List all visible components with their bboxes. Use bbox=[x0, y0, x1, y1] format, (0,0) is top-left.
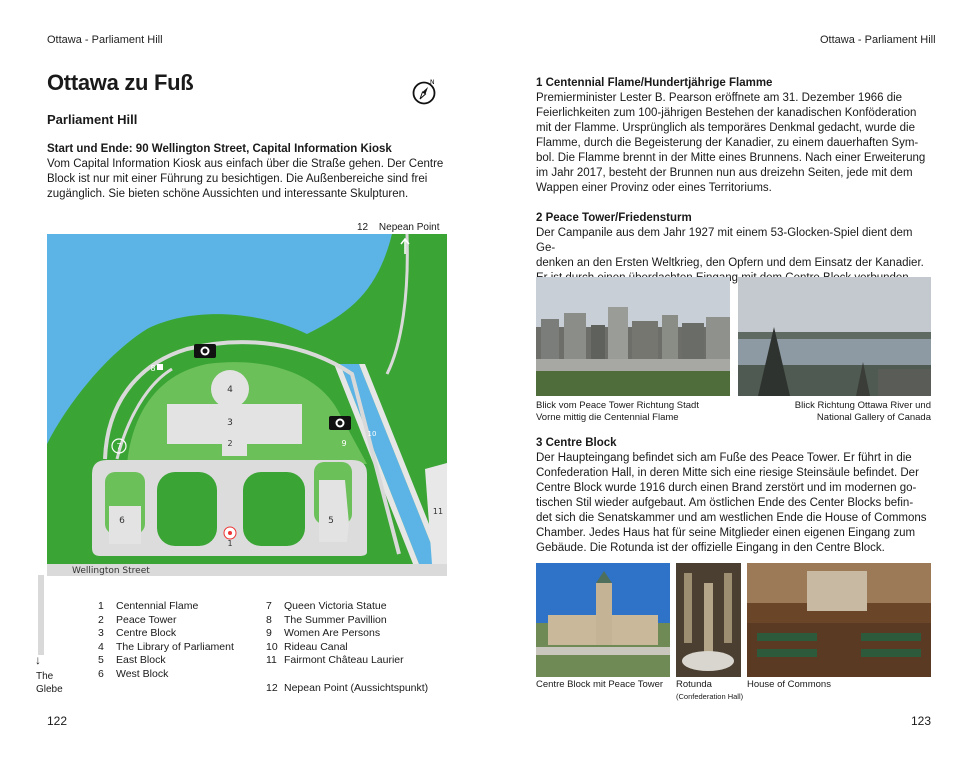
marker-11: 11 bbox=[432, 507, 444, 516]
legend-item: 1 Centennial Flame bbox=[98, 600, 199, 612]
running-header-right: Ottawa - Parliament Hill bbox=[820, 34, 936, 46]
running-header-left: Ottawa - Parliament Hill bbox=[47, 34, 163, 46]
marker-10: 10 bbox=[367, 430, 377, 438]
legend-item: 8 The Summer Pavillion bbox=[266, 613, 387, 626]
compass-icon bbox=[411, 78, 439, 106]
legend-item: 10 Rideau Canal bbox=[266, 640, 348, 653]
photo-caption-centre-block: Centre Block mit Peace Tower bbox=[536, 679, 664, 690]
east-block-building bbox=[319, 480, 349, 542]
svg-text:N: N bbox=[430, 79, 435, 86]
legend-item: 9 Women Are Persons bbox=[266, 627, 381, 639]
section-body: Der Campanile aus dem Jahr 1927 mit einem 53-Glocken-Spiel dient dem Ge- denken an den Ersten Weltkrieg, den Opfern und dem Einsatz der Kanadier. bbox=[536, 227, 924, 269]
nepean-point-label bbox=[357, 222, 440, 233]
camera-icon bbox=[194, 344, 216, 358]
marker-2: 2 bbox=[227, 439, 233, 448]
peace-tower-building bbox=[222, 434, 247, 456]
marker-6: 6 bbox=[119, 516, 125, 526]
page-subtitle: Parliament Hill bbox=[47, 112, 138, 127]
intro-paragraph bbox=[47, 157, 447, 202]
intro-line: zugänglich. Sie bieten schöne Aussichten und interessante Skulpturen. bbox=[47, 188, 409, 200]
photo-caption-city: Blick vom Peace Tower Richtung Stadt Vorne mittig die Centennial Flame bbox=[536, 400, 699, 423]
legend-item: 4 The Library of Parliament bbox=[98, 640, 234, 653]
section-peace-tower bbox=[536, 211, 931, 286]
section-title: 3 Centre Block bbox=[536, 437, 617, 449]
section-title: 1 Centennial Flame/Hundertjährige Flamme bbox=[536, 77, 773, 89]
glebe-path bbox=[38, 575, 44, 655]
marker-9: 9 bbox=[341, 439, 347, 448]
page-number-right: 123 bbox=[911, 714, 932, 728]
start-end-heading: Start und Ende: 90 Wellington Street, Capital Information Kiosk bbox=[47, 143, 392, 155]
street-label: Wellington Street bbox=[72, 566, 150, 576]
photo-centre-block bbox=[536, 563, 670, 677]
page-number-left: 122 bbox=[47, 714, 68, 728]
photo-river-view bbox=[738, 277, 931, 396]
nepean-point-text: Nepean Point bbox=[378, 222, 440, 233]
glebe-line-2: Glebe bbox=[36, 684, 63, 695]
page-title: Ottawa zu Fuß bbox=[47, 70, 194, 95]
photo-rotunda bbox=[676, 563, 741, 677]
photo-caption-river: Blick Richtung Ottawa River und National Gallery of Canada bbox=[794, 400, 931, 423]
section-title: 2 Peace Tower/Friedensturm bbox=[536, 212, 692, 224]
arrow-down-icon: ↓ bbox=[35, 653, 41, 667]
section-body: Premierminister Lester B. Pearson eröffnete am 31. Dezember 1966 die Feierlichkeiten zum 100-jährigen Bestehen der kanadischen Konföderation mit der Flamme. Ursprünglich als temporäres Denkmal gedacht, wurde die Flamme, durch die Begeisterung der Kanadier, zu einem dauerhaften Sym- bol. Die Flamme brennt in der Mitte eines Brunnens. Nach einer Erweiterung im Jahr 2017, besteht der Brunnen nun aus dreizehn Seiten, jede mit dem Wappen einer Provinz oder eines Territoriums. bbox=[536, 92, 926, 194]
marker-4: 4 bbox=[227, 385, 233, 395]
glebe-label bbox=[36, 670, 63, 696]
photo-house-of-commons bbox=[747, 563, 931, 677]
nepean-point-number: 12 bbox=[357, 222, 369, 233]
legend-item: 2 Peace Tower bbox=[98, 613, 177, 626]
legend-column-1 bbox=[98, 600, 268, 681]
legend-item: 11 Fairmont Château Laurier bbox=[266, 654, 404, 666]
marker-1: 1 bbox=[227, 539, 233, 548]
camera-icon bbox=[329, 416, 351, 430]
intro-line: Vom Capital Information Kiosk aus einfach über die Straße gehen. Der Centre bbox=[47, 158, 444, 170]
legend-column-2 bbox=[266, 600, 456, 695]
legend-item: 5 East Block bbox=[98, 654, 166, 666]
legend-item: 12 Nepean Point (Aussichtspunkt) bbox=[266, 681, 429, 694]
marker-7: 7 bbox=[116, 442, 122, 451]
legend-item: 7 Queen Victoria Statue bbox=[266, 600, 387, 612]
marker-5: 5 bbox=[328, 516, 334, 526]
section-body: Der Haupteingang befindet sich am Fuße des Peace Tower. Er führt in die Confederation Hall, in deren Mitte sich eine riesige Steinsäule befindet. Der Centre Block wurde 1916 durch einen Brand zerstört und im modernen go- tischen Stil wieder aufgebaut. Am östlichen Ende des Center Blocks befin- det sich die Senatskammer und am westlichen Ende die House of Commons Chamber. Jedes Haus hat für seine Mitglieder einen eigenen Eingang zum Gebäude. Die Rotunda ist der offizielle Eingang in den Centre Block. bbox=[536, 452, 927, 554]
legend-item: 6 West Block bbox=[98, 667, 169, 680]
intro-line: Block ist nur mit einer Führung zu besichtigen. Die Außenbereiche sind frei bbox=[47, 173, 428, 185]
marker-8: 8 bbox=[150, 364, 156, 373]
legend-item: 3 Centre Block bbox=[98, 627, 177, 639]
section-centre-block bbox=[536, 436, 931, 556]
photo-caption-rotunda: Rotunda (Confederation Hall) bbox=[676, 679, 744, 701]
photo-city-view bbox=[536, 277, 730, 396]
west-block-building bbox=[109, 506, 141, 544]
marker-3: 3 bbox=[227, 418, 233, 428]
glebe-line-1: The bbox=[36, 671, 54, 682]
photo-caption-house-of-commons: House of Commons bbox=[747, 679, 831, 690]
section-centennial-flame bbox=[536, 76, 931, 196]
walking-map bbox=[47, 234, 447, 584]
